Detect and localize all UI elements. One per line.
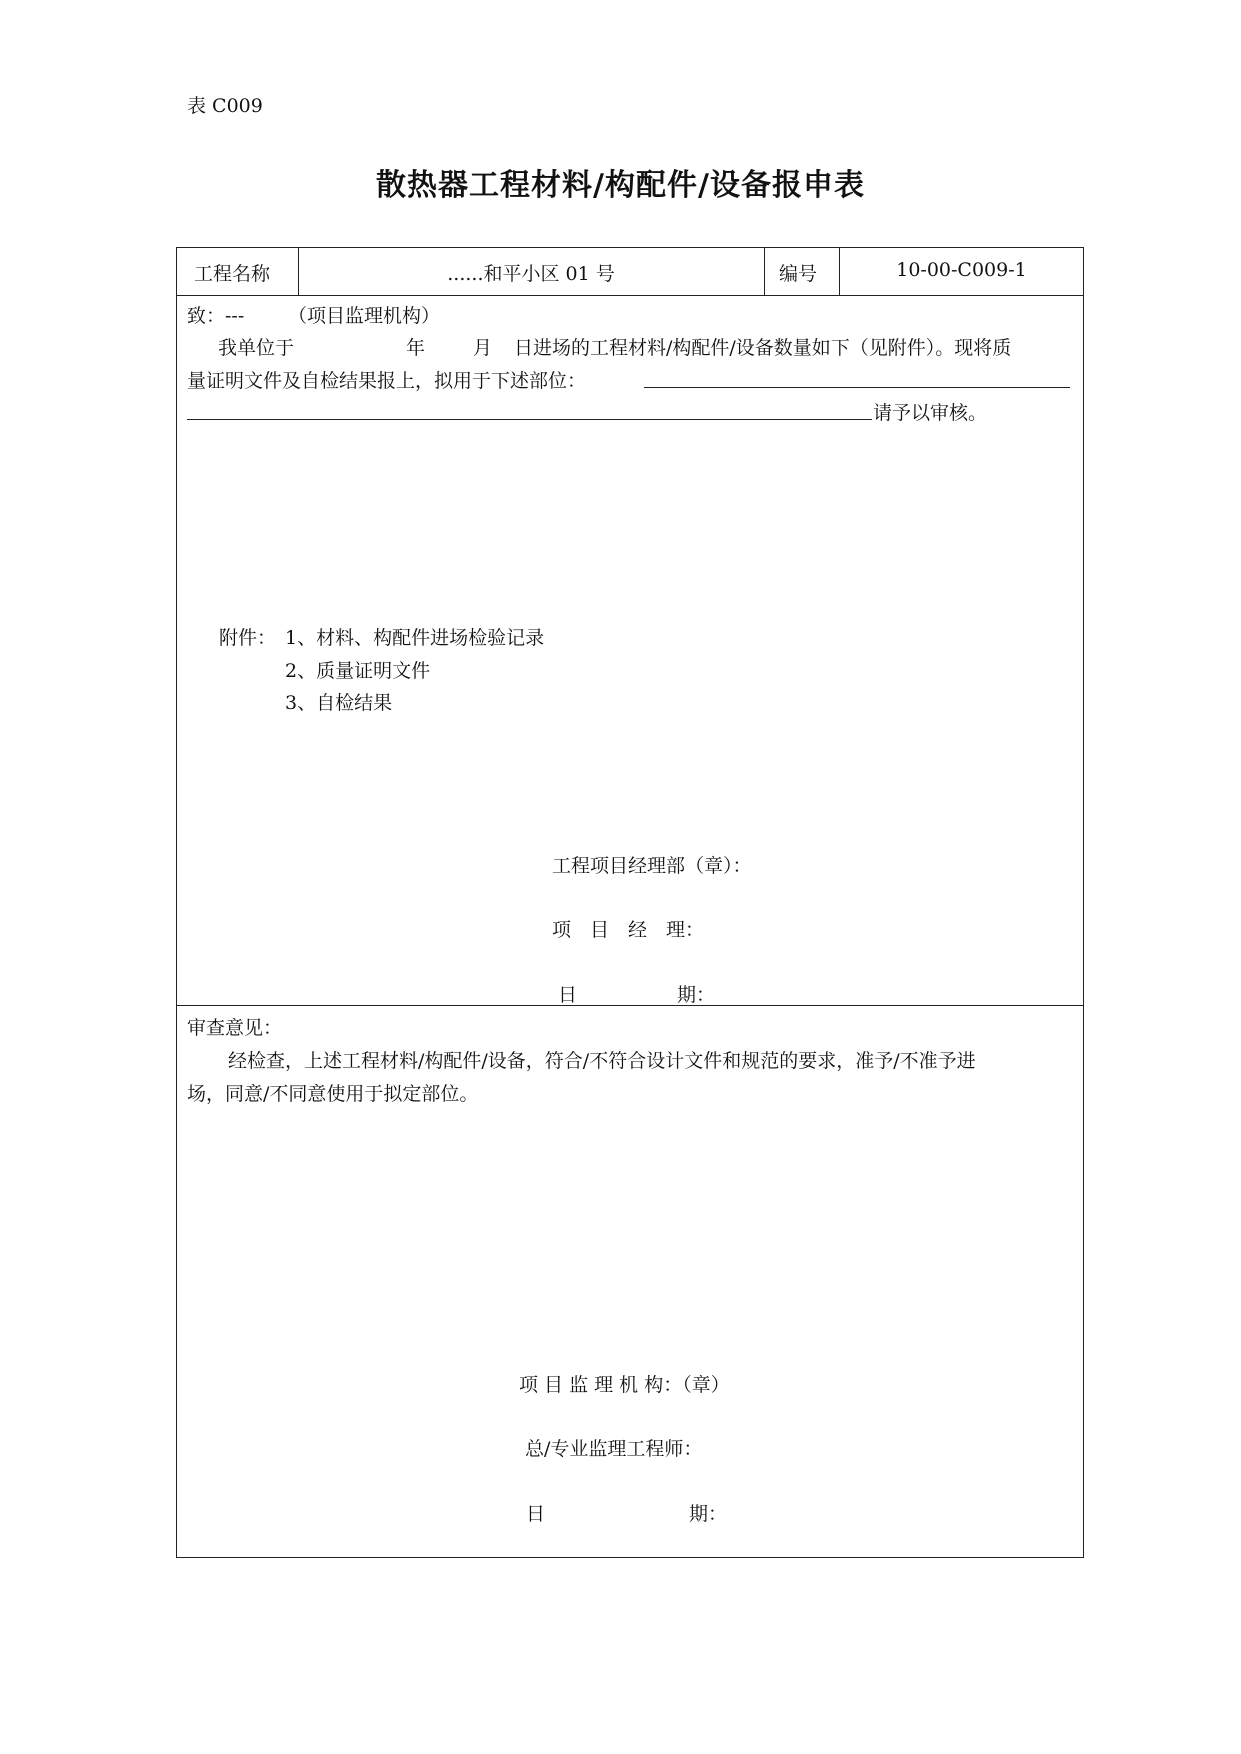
project-dept-seal-label: 工程项目经理部（章）： xyxy=(552,855,752,877)
supervision-org-seal-label: 项 目 监 理 机 构：（章） xyxy=(519,1374,730,1396)
location-blank-1[interactable] xyxy=(644,387,1070,388)
attachment-item: 2、质量证明文件 xyxy=(285,660,431,682)
number-value[interactable]: 10-00-C009-1 xyxy=(896,259,1027,281)
header-row-divider xyxy=(176,295,1084,296)
year-label: 年 xyxy=(406,337,426,359)
application-line3-end: 请予以审核。 xyxy=(873,402,988,424)
section-divider xyxy=(176,1005,1084,1006)
header-col-divider-2 xyxy=(764,247,765,296)
application-date-label-b: 期： xyxy=(677,984,716,1006)
review-date-label-a: 日 xyxy=(526,1503,546,1525)
application-line1-end: 日进场的工程材料/构配件/设备数量如下（见附件）。现将质 xyxy=(514,337,1012,359)
number-label: 编号 xyxy=(779,263,818,285)
application-line1-start: 我单位于 xyxy=(218,337,295,359)
review-label: 审查意见： xyxy=(187,1017,283,1039)
form-table xyxy=(176,247,1084,1558)
addressee-org: （项目监理机构） xyxy=(288,305,441,327)
attachment-item: 1、材料、构配件进场检验记录 xyxy=(285,627,545,649)
addressee-prefix: 致：--- xyxy=(187,305,245,327)
form-code: 表 C009 xyxy=(187,95,263,117)
location-blank-2[interactable] xyxy=(187,419,872,420)
attachments-label: 附件： xyxy=(219,627,277,649)
project-name-label: 工程名称 xyxy=(194,263,271,285)
month-label: 月 xyxy=(473,337,493,359)
attachment-item: 3、自检结果 xyxy=(285,692,393,714)
application-date-label-a: 日 xyxy=(558,984,578,1006)
review-line2: 场，同意/不同意使用于拟定部位。 xyxy=(187,1083,479,1105)
project-name-value[interactable]: ......和平小区 01 号 xyxy=(447,263,615,285)
review-line1: 经检查，上述工程材料/构配件/设备，符合/不符合设计文件和规范的要求，准予/不准予进 xyxy=(228,1050,976,1072)
document-title: 散热器工程材料/构配件/设备报申表 xyxy=(376,168,865,203)
review-date-label-b: 期： xyxy=(689,1503,728,1525)
application-line2: 量证明文件及自检结果报上，拟用于下述部位： xyxy=(187,370,587,392)
project-manager-label: 项 目 经 理： xyxy=(552,919,705,941)
supervision-engineer-label: 总/专业监理工程师： xyxy=(525,1438,703,1460)
